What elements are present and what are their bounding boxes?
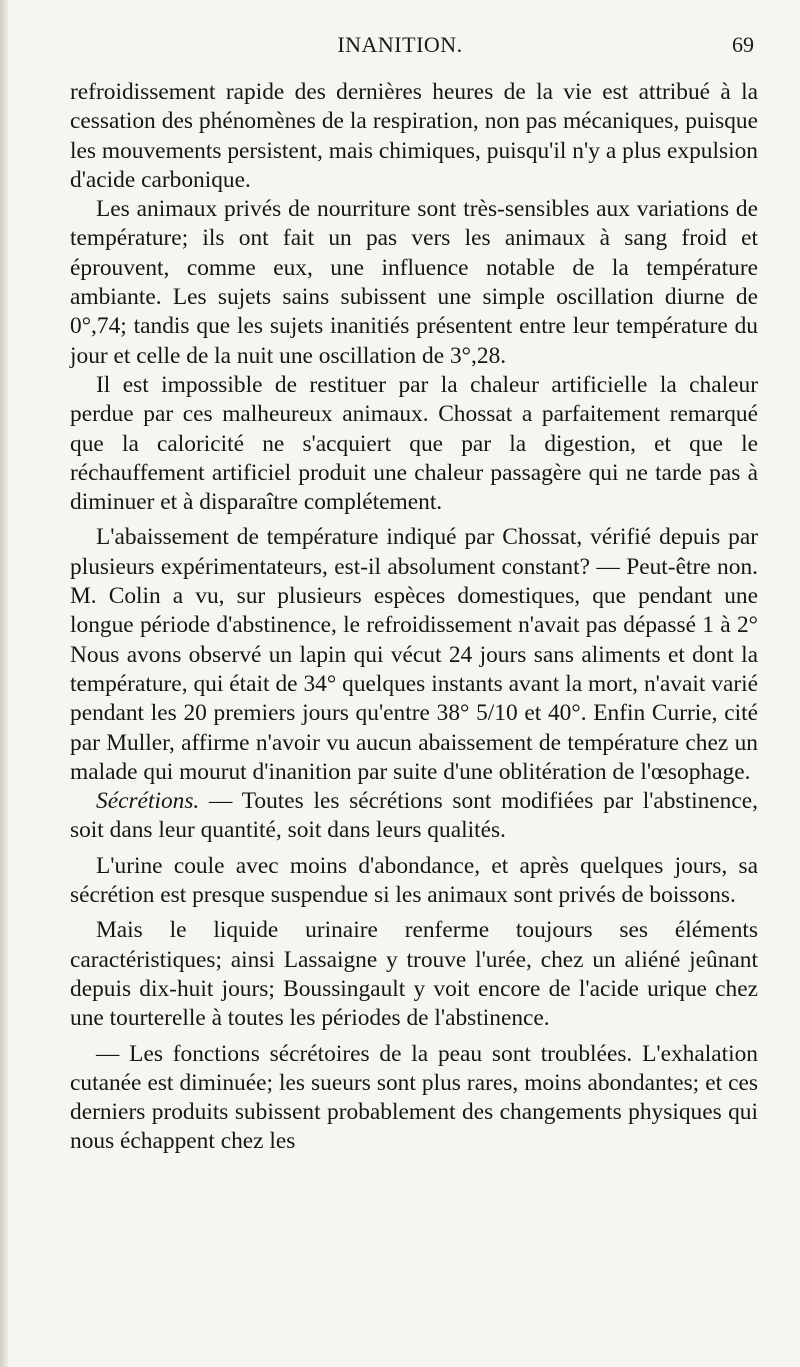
paragraph: — Les fonctions sécrétoires de la peau sont troublées. L'exhalation cutanée est diminuée; les sueurs sont plus rares, moins abondantes; et ces derniers produits subissent probablement des changements physiques qui nous échappent chez les xyxy=(70,1040,758,1155)
running-title: INANITION. xyxy=(337,32,463,57)
page-binding-edge xyxy=(0,0,8,1367)
body-text xyxy=(70,78,758,1157)
paragraph: L'urine coule avec moins d'abondance, et après quelques jours, sa sécrétion est presque suspendue si les animaux sont privés de boissons. xyxy=(70,852,758,909)
paragraph: Mais le liquide urinaire renferme toujours ses éléments caractéristiques; ainsi Lassaigne y trouve l'urée, chez un aliéné jeûnant depuis dix-huit jours; Boussingault y voit encore de l'acide urique chez une tourterelle à toutes les périodes de l'abstinence. xyxy=(70,917,758,1032)
paragraph: L'abaissement de température indiqué par Chossat, vérifié depuis par plusieurs expérimentateurs, est-il absolument constant? — Peut-être non. M. Colin a vu, sur plusieurs espèces domestiques, que pendant une longue période d'abstinence, le refroidissement n'avait pas dépassé 1 à 2° Nous avons observé un lapin qui vécut 24 jours sans aliments et dont la température, qui était de 34° quelques instants avant la mort, n'avait varié pendant les 20 premiers jours qu'entre 38° 5/10 et 40°. Enfin Currie, cité par Muller, affirme n'avoir vu aucun abaissement de température chez un malade qui mourut d'inanition par suite d'une oblitération de l'œsophage. xyxy=(70,524,758,785)
paragraph: Il est impossible de restituer par la chaleur artificielle la chaleur perdue par ces malheureux animaux. Chossat a parfaitement remarqué que la caloricité ne s'acquiert que par la digestion, et que le réchauffement artificiel produit une chaleur passagère qui ne tarde pas à diminuer et à disparaître complétement. xyxy=(70,371,758,516)
page-number: 69 xyxy=(732,32,754,57)
paragraph: Les animaux privés de nourriture sont très-sensibles aux variations de température; ils ont fait un pas vers les animaux à sang froid et éprouvent, comme eux, une influence notable de la température ambiante. Les sujets sains subissent une simple oscillation diurne de 0°,74; tandis que les sujets inanitiés présentent entre leur température du jour et celle de la nuit une oscillation de 3°,28. xyxy=(70,196,758,369)
paragraph-text: — Toutes les sécrétions sont modifiées par l'abstinence, soit dans leur quantité, soit dans leurs qualités. xyxy=(70,788,758,844)
paragraph: refroidissement rapide des dernières heures de la vie est attribué à la cessation des phénomènes de la respiration, non pas mécaniques, puisque les mouvements persistent, mais chimiques, puisqu'il n'y a plus expulsion d'acide carbonique. xyxy=(70,79,758,193)
section-lead: Sécrétions. xyxy=(96,788,200,815)
paragraph xyxy=(70,787,758,846)
page-header xyxy=(0,24,800,64)
